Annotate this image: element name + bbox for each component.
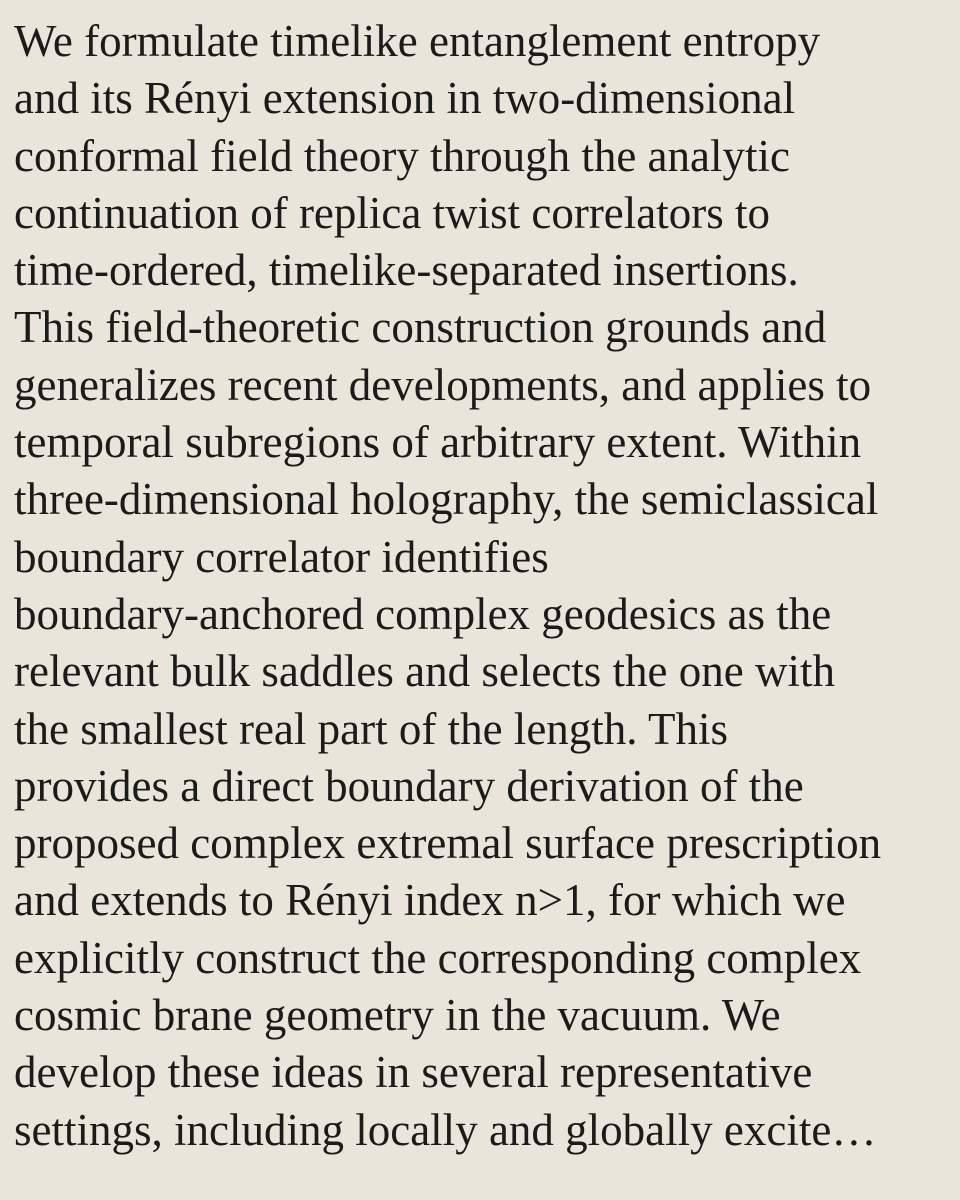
abstract-line: temporal subregions of arbitrary extent. Within [14, 417, 862, 468]
abstract-line: This field-theoretic construction grounds and [14, 302, 827, 353]
abstract-line: We formulate timelike entanglement entropy [14, 16, 821, 66]
abstract-line: and extends to Rényi index n>1, for which we [14, 875, 846, 926]
abstract-line: proposed complex extremal surface prescription [14, 818, 882, 869]
abstract-line: relevant bulk saddles and selects the one with [14, 646, 836, 697]
abstract-line: provides a direct boundary derivation of the [14, 760, 804, 811]
abstract-line: settings, including locally and globally excite… [14, 1104, 877, 1155]
abstract-line: three-dimensional holography, the semiclassical [14, 474, 879, 525]
abstract-line: and its Rényi extension in two-dimensional [14, 73, 796, 124]
abstract-line: time-ordered, timelike-separated insertions. [14, 245, 799, 296]
abstract-line: the smallest real part of the length. This [14, 703, 728, 754]
abstract-line: continuation of replica twist correlators to [14, 187, 771, 238]
abstract-line: cosmic brane geometry in the vacuum. We [14, 990, 781, 1041]
abstract-text [14, 13, 946, 1159]
abstract-line: boundary-anchored complex geodesics as the [14, 588, 832, 639]
abstract-line: generalizes recent developments, and applies to [14, 359, 872, 410]
abstract-line: develop these ideas in several representative [14, 1047, 813, 1098]
abstract-line: explicitly construct the corresponding complex [14, 932, 862, 983]
abstract-line: boundary correlator identifies [14, 531, 549, 582]
abstract-line: conformal field theory through the analytic [14, 130, 790, 181]
